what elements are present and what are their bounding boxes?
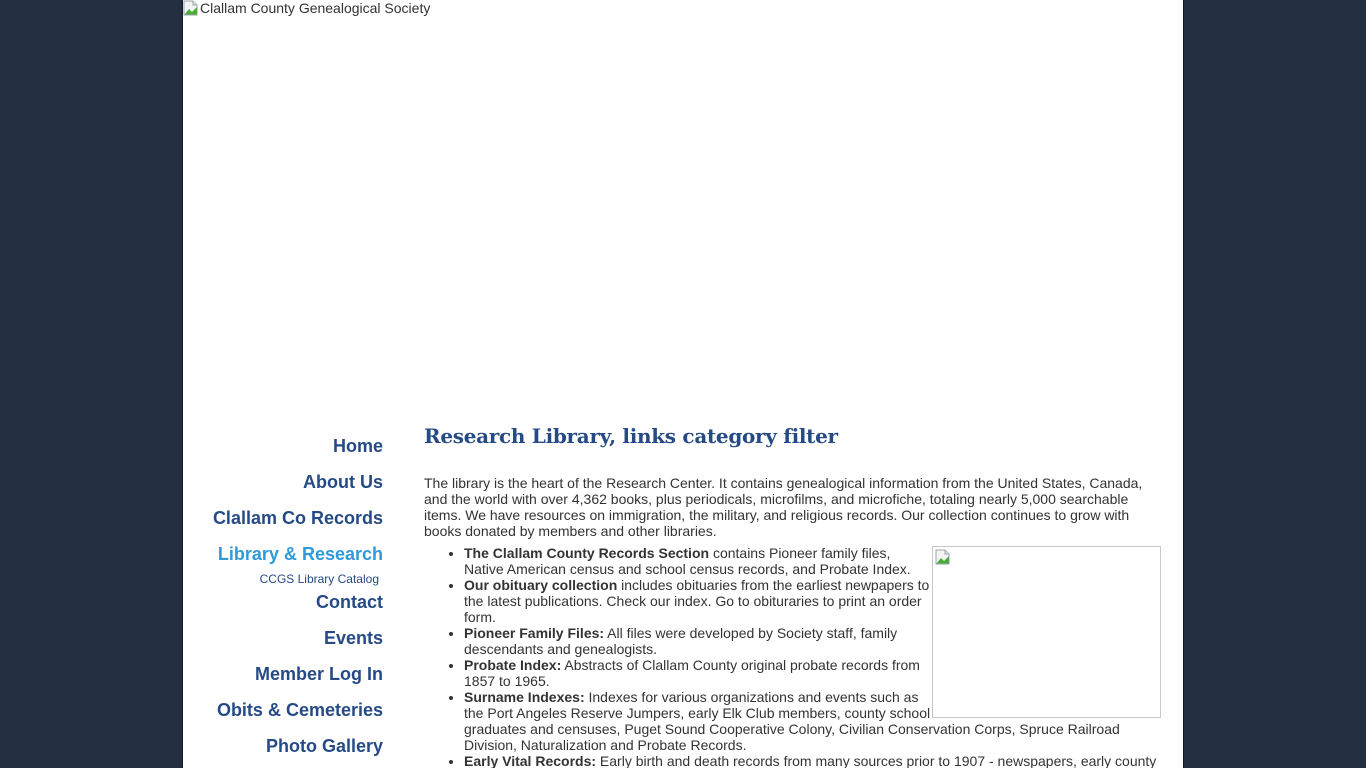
list-item-text: Abstracts of Clallam County original probate records from 1857 to 1965. xyxy=(464,657,920,689)
list-item-text: Early birth and death records from many sources prior to 1907 - newspapers, early county xyxy=(596,753,1157,768)
intro-paragraph: The library is the heart of the Research Center. It contains genealogical information from the United States, Canada, and the world with over 4,362 books, plus periodicals, microfilms, and microfiche, totaling nearly 5,000 searchable items. We have resources on immigration, the military, and religious records. Our collection continues to grow with books donated by members and other libraries. xyxy=(424,475,1143,539)
list-item-text: contains Pioneer family files, Native American census and school census records, and Probate Index. xyxy=(464,545,911,577)
list-item-heading: The Clallam County Records Section xyxy=(464,545,710,561)
page-title: Research Library, links category filter xyxy=(424,424,838,448)
nav-item-events[interactable]: Events xyxy=(323,628,383,648)
list-item-heading: Surname Indexes: xyxy=(464,689,585,705)
nav-item-home[interactable]: Home xyxy=(332,436,383,456)
page-container xyxy=(182,0,1184,768)
sidebar-nav xyxy=(183,425,383,767)
logo-alt-text: Clallam County Genealogical Society xyxy=(200,0,431,16)
broken-image-icon xyxy=(935,549,951,565)
nav-item-photo-gallery[interactable]: Photo Gallery xyxy=(265,736,383,756)
list-item xyxy=(464,753,1164,768)
broken-image-icon xyxy=(183,0,199,16)
list-item-text: All files were developed by Society staff, family descendants and genealogists. xyxy=(464,625,898,657)
header-logo-image[interactable] xyxy=(183,0,1183,400)
list-item-heading: Early Vital Records: xyxy=(464,753,597,768)
list-item-heading: Pioneer Family Files: xyxy=(464,625,605,641)
list-item-text: Indexes for various organizations and events such as the Port Angeles Reserve Jumpers, early Elk Club members, county school graduates and censuses, Puget Sound Cooperative Colony, Civilian Conservation Corps, Spruce Railroad Division, Naturalization and Probate Records. xyxy=(464,689,1120,753)
nav-item-obits-cemeteries[interactable]: Obits & Cemeteries xyxy=(216,700,383,720)
main-content xyxy=(424,421,1164,768)
nav-item-about-us[interactable]: About Us xyxy=(303,472,383,492)
nav-item-clallam-co-records[interactable]: Clallam Co Records xyxy=(212,508,383,528)
list-item-heading: Probate Index: xyxy=(464,657,562,673)
list-item-text: includes obituaries from the earliest newpapers to the latest publications. Check our index. Go to obituraries to print an order form. xyxy=(464,577,930,625)
nav-item-member-log-in[interactable]: Member Log In xyxy=(254,664,383,684)
nav-item-contact[interactable]: Contact xyxy=(316,592,383,612)
nav-subitem-ccgs-library-catalog[interactable]: CCGS Library Catalog xyxy=(259,572,379,586)
library-image xyxy=(932,546,1161,718)
list-item-heading: Our obituary collection xyxy=(464,577,618,593)
nav-item-library-research[interactable]: Library & Research xyxy=(217,544,383,564)
